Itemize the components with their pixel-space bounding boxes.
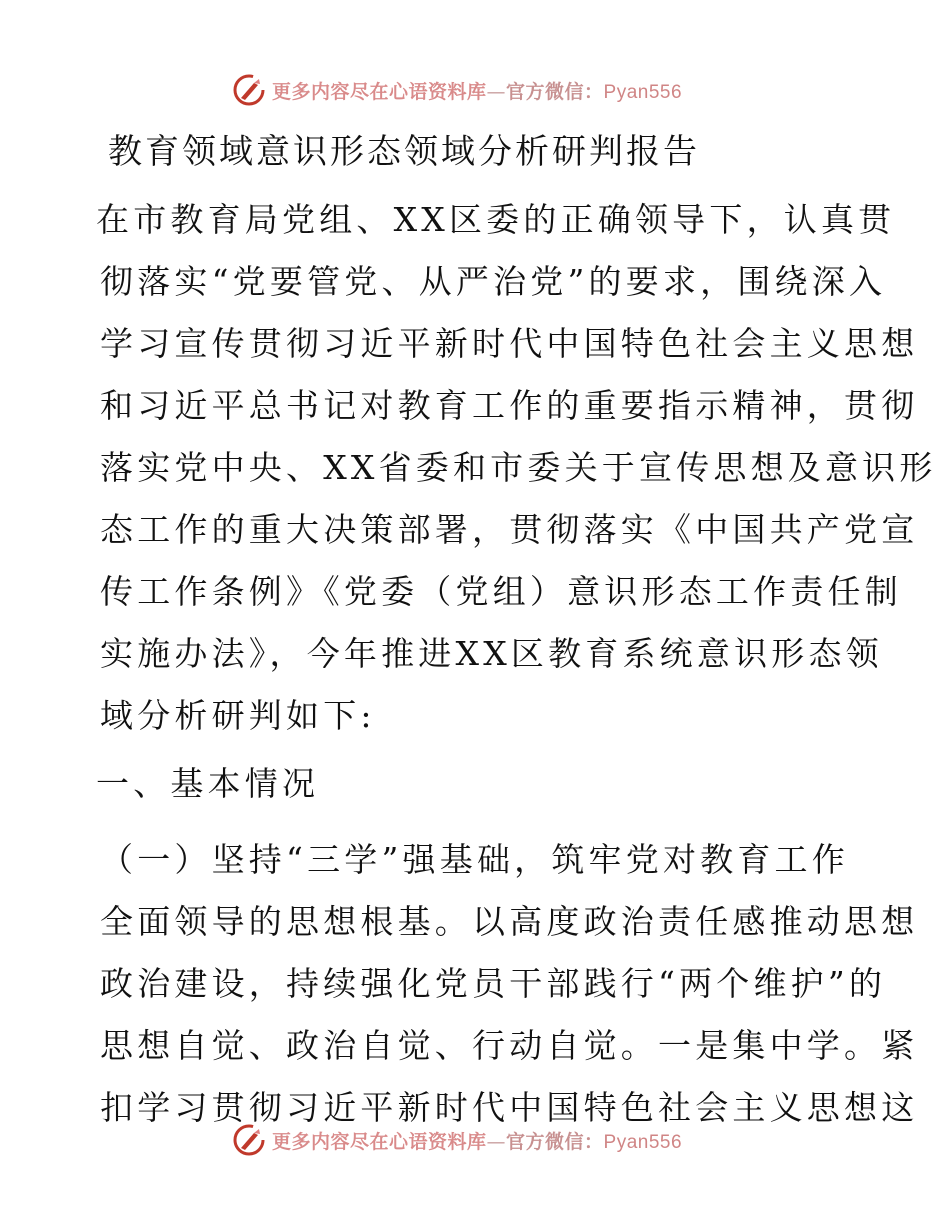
paragraph-line: 态工作的重大决策部署，贯彻落实《中国共产党宣	[100, 510, 919, 549]
watermark-wechat-id: Pyan556	[603, 81, 683, 103]
watermark-header	[232, 72, 682, 108]
quill-pen-logo-icon	[232, 1123, 266, 1157]
watermark-wechat-id: Pyan556	[603, 1131, 683, 1153]
paragraph-line: 落实党中央、XX省委和市委关于宣传思想及意识形	[100, 448, 937, 487]
document-title: 教育领域意识形态领域分析研判报告	[108, 132, 700, 172]
paragraph-line: 和习近平总书记对教育工作的重要指示精神，贯彻	[100, 386, 919, 425]
paragraph-line: 传工作条例》《党委（党组）意识形态工作责任制	[100, 572, 902, 611]
paragraph-line: 实施办法》，今年推进XX区教育系统意识形态领	[100, 634, 883, 673]
paragraph-line: 政治建设，持续强化党员干部践行“两个维护”的	[100, 964, 887, 1003]
paragraph-line: 思想自觉、政治自觉、行动自觉。一是集中学。紧	[100, 1026, 919, 1065]
watermark-wechat-label: 官方微信：	[506, 1130, 604, 1153]
watermark-text	[272, 77, 682, 104]
paragraph-line: 全面领导的思想根基。以高度政治责任感推动思想	[100, 902, 919, 941]
watermark-text	[272, 1127, 682, 1154]
watermark-separator: —	[486, 1130, 507, 1153]
section-heading: 一、基本情况	[96, 764, 320, 803]
watermark-wechat-label: 官方微信：	[506, 80, 604, 103]
watermark-separator: —	[486, 80, 507, 103]
watermark-main-text: 更多内容尽在心语资料库	[272, 1130, 487, 1153]
quill-pen-logo-icon	[232, 73, 266, 107]
paragraph-line: 扣学习贯彻习近平新时代中国特色社会主义思想这	[100, 1088, 919, 1127]
watermark-footer	[232, 1122, 682, 1158]
paragraph-line: 在市教育局党组、XX区委的正确领导下，认真贯	[96, 200, 896, 239]
watermark-main-text: 更多内容尽在心语资料库	[272, 80, 487, 103]
paragraph-line: （一）坚持“三学”强基础，筑牢党对教育工作	[100, 840, 849, 879]
paragraph-line: 域分析研判如下:	[100, 696, 376, 735]
paragraph-line: 彻落实“党要管党、从严治党”的要求，围绕深入	[100, 262, 887, 301]
paragraph-line: 学习宣传贯彻习近平新时代中国特色社会主义思想	[100, 324, 919, 363]
